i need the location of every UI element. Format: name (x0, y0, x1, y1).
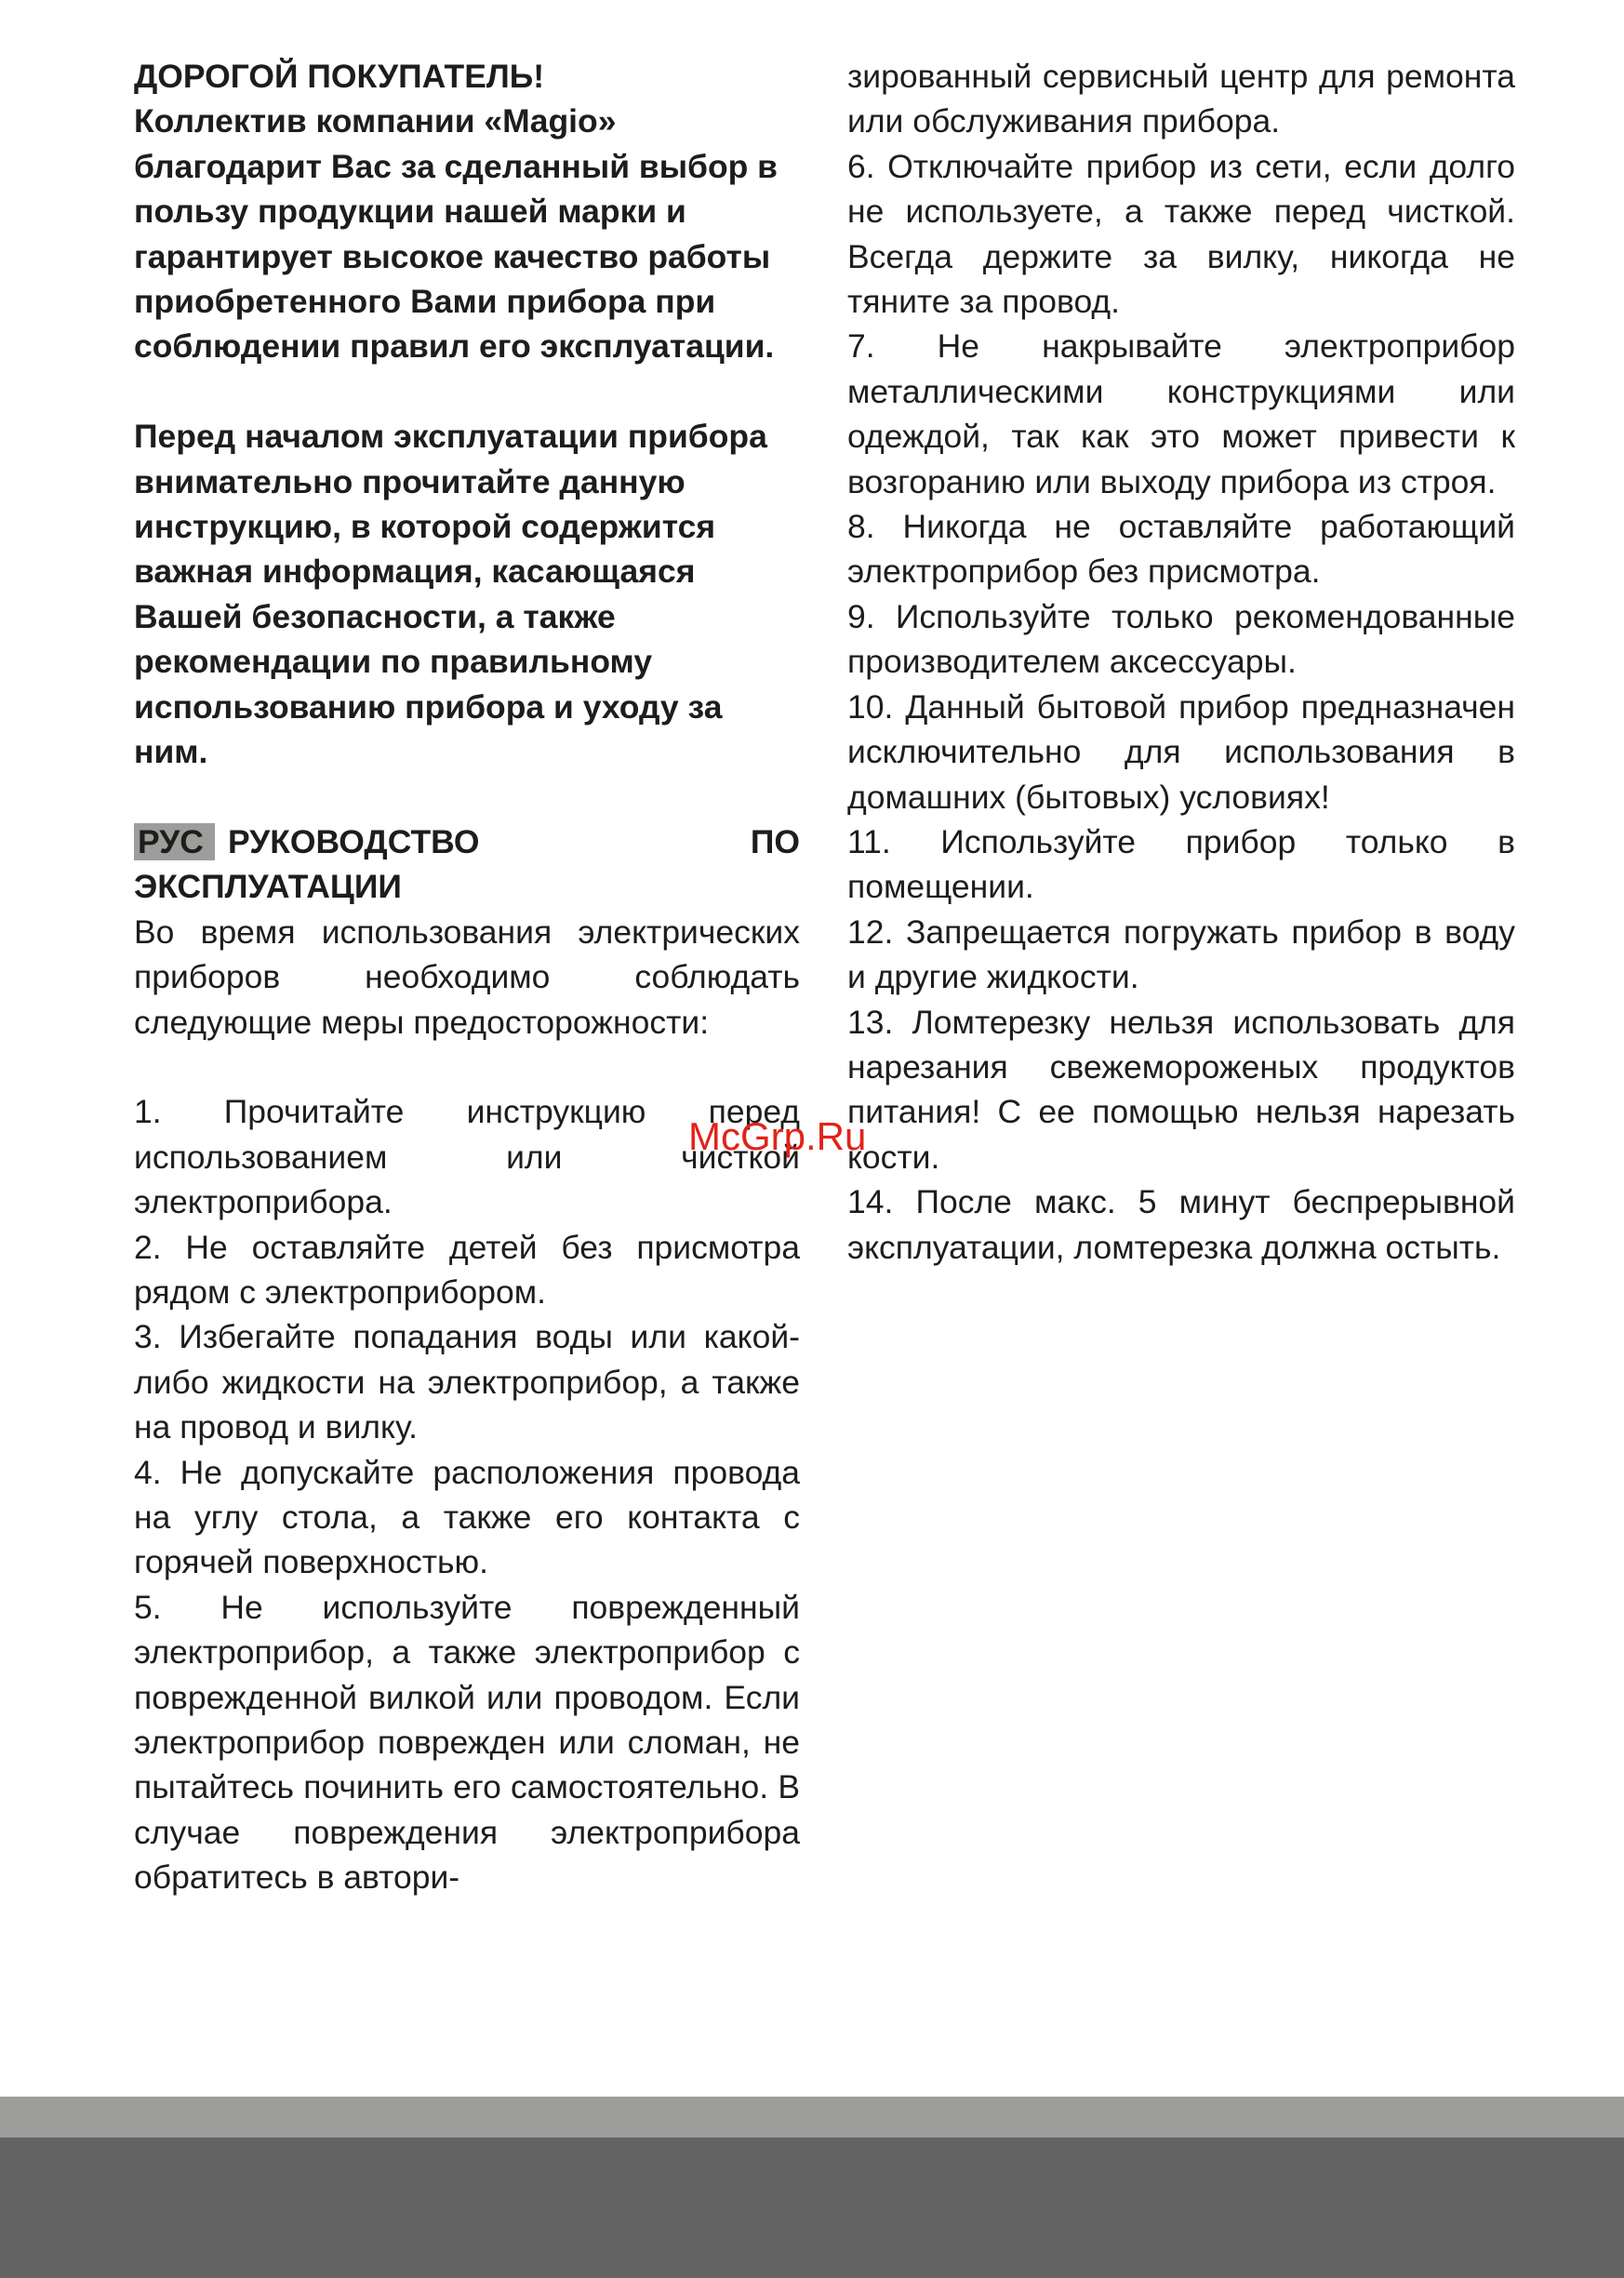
before-use-paragraph: Перед началом эксплуатации прибора внимательно прочитайте данную инструкцию, в которой содержится важная информация, касающаяся Вашей безопасности, а также рекомендации по правильному использованию прибора и уходу за ним. (134, 418, 767, 771)
rule-11: 11. Используйте прибор только в помещении. (847, 822, 1515, 906)
rule-1: 1. Прочитайте инструкцию перед использованием или чисткой электроприбора. (134, 1093, 800, 1221)
rule-7: 7. Не накрывайте электроприбор металлическими конструкциями или одеждой, так как это может привести к возгоранию или выходу прибора из строя. (847, 327, 1515, 500)
watermark: McGrp.Ru (688, 1114, 867, 1158)
rule-14: 14. После макс. 5 минут беспрерывной эксплуатации, ломтерезка должна остыть. (847, 1183, 1515, 1266)
rule-4: 4. Не допускайте расположения провода на углу стола, а также его контакта с горячей поверхностью. (134, 1453, 800, 1581)
rule-6: 6. Отключайте прибор из сети, если долго не используете, а также перед чисткой. Всегда держите за вилку, никогда не тяните за провод. (847, 147, 1515, 321)
left-column (134, 54, 800, 1900)
spacer (134, 1045, 800, 1089)
section-title: РУКОВОДСТВО ПО ЭКСПЛУАТАЦИИ (134, 822, 800, 906)
rule-9: 9. Используйте только рекомендованные производителем аксессуары. (847, 597, 1515, 681)
rule-5-part-2: зированный сервисный центр для ремонта или обслуживания прибора. (847, 58, 1515, 140)
rule-13: 13. Ломтерезку нельзя использовать для нарезания свежемороженых продуктов питания! С ее помощью нельзя нарезать кости. (847, 1003, 1515, 1176)
section-lead: Во время использования электрических приборов необходимо соблюдать следующие меры предосторожности: (134, 913, 800, 1041)
language-tag: РУС (134, 823, 215, 860)
greeting: ДОРОГОЙ ПОКУПАТЕЛЬ! (134, 58, 545, 95)
spacer (134, 369, 800, 414)
section-heading (134, 819, 800, 910)
thanks-paragraph: Коллектив компании «Magio» благодарит Вас за сделанный выбор в пользу продукции нашей марки и гарантирует высокое качество работы приобретенного Вами прибора при соблюдении правил его эксплуатации. (134, 102, 779, 366)
footer-band-light (0, 2097, 1624, 2138)
rule-10: 10. Данный бытовой прибор предназначен исключительно для использования в домашних (бытовых) условиях! (847, 687, 1515, 816)
rule-3: 3. Избегайте попадания воды или какой-либо жидкости на электроприбор, а также на провод и вилку. (134, 1318, 800, 1446)
rule-12: 12. Запрещается погружать прибор в воду и другие жидкости. (847, 913, 1515, 996)
rule-8: 8. Никогда не оставляйте работающий электроприбор без присмотра. (847, 508, 1515, 591)
right-column (847, 54, 1515, 1270)
footer-band-dark (0, 2138, 1624, 2278)
rule-2: 2. Не оставляйте детей без присмотра рядом с электроприбором. (134, 1228, 800, 1311)
spacer (134, 774, 800, 819)
rule-5-part-1: 5. Не используйте поврежденный электроприбор, а также электроприбор с поврежденной вилкой или проводом. Если электроприбор поврежден или сломан, не пытайтесь починить его самостоятельно. В случае повреждения электроприбора обратитесь в автори- (134, 1588, 800, 1897)
